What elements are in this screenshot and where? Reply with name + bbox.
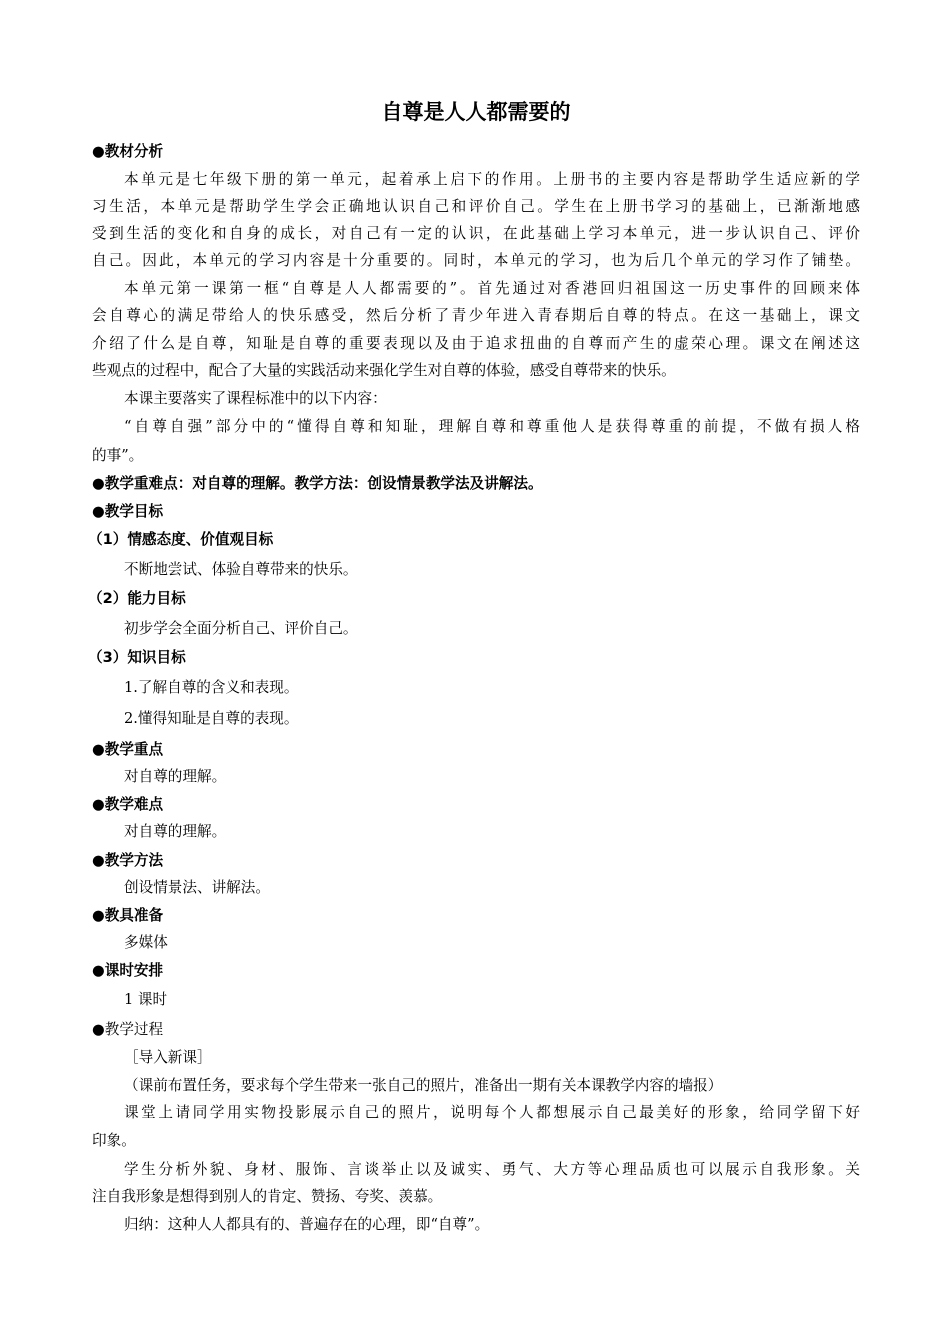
paragraph-line: 本单元第一课第一框“自尊是人人都需要的”。首先通过对香港回归祖国这一历史事件的回顾来体	[124, 280, 860, 297]
teaching-method-text: 创设情景法、讲解法。	[124, 879, 270, 896]
key-difficult-points-line	[92, 474, 543, 494]
goal-text-emotion: 不断地尝试、体验自尊带来的快乐。	[124, 561, 358, 578]
intro-note: （课前布置任务，要求每个学生带来一张自己的照片，准备出一期有关本课教学内容的墙报）	[124, 1077, 723, 1094]
section-heading-teaching-process: ●教学过程	[92, 1021, 164, 1038]
section-heading-schedule: ●课时安排	[92, 962, 164, 979]
section-heading-teaching-method: ●教学方法	[92, 852, 164, 869]
difficult-points-text: 对自尊的理解。	[124, 823, 227, 840]
schedule-text: 1 课时	[124, 991, 168, 1008]
paragraph-line: 印象。	[92, 1132, 136, 1149]
page-title: 自尊是人人都需要的	[381, 100, 571, 124]
paragraph-line: 会自尊心的满足带给人的快乐感受，然后分析了青少年进入青春期后自尊的特点。在这一基础上，课文	[92, 307, 860, 324]
paragraph-line: 学生分析外貌、身材、服饰、言谈举止以及诚实、勇气、大方等心理品质也可以展示自我形象。关	[124, 1161, 860, 1178]
section-heading-difficult-points: ●教学难点	[92, 796, 164, 813]
goal-text-ability: 初步学会全面分析自己、评价自己。	[124, 620, 358, 637]
goal-heading-ability: （2）能力目标	[88, 590, 186, 607]
goal-heading-emotion: （1）情感态度、价值观目标	[88, 531, 274, 548]
paragraph-line: 些观点的过程中，配合了大量的实践活动来强化学生对自尊的体验，感受自尊带来的快乐。	[92, 362, 676, 379]
paragraph-line: 自己。因此，本单元的学习内容是十分重要的。同时，本单元的学习，也为后几个单元的学习作了铺垫。	[92, 252, 860, 269]
teaching-aids-text: 多媒体	[124, 934, 168, 951]
intro-label: ［导入新课］	[124, 1049, 212, 1066]
section-heading-teaching-goals: ●教学目标	[92, 503, 164, 520]
paragraph-line: 本单元是七年级下册的第一单元，起着承上启下的作用。上册书的主要内容是帮助学生适应新的学	[124, 171, 860, 188]
goal-item: 1.了解自尊的含义和表现。	[124, 679, 299, 696]
paragraph-line: 的事”。	[92, 447, 144, 464]
goal-item: 2.懂得知耻是自尊的表现。	[124, 710, 299, 727]
key-points-text: 对自尊的理解。	[124, 768, 227, 785]
paragraph-line: “自尊自强”部分中的“懂得自尊和知耻，理解自尊和尊重他人是获得尊重的前提，不做有损人格	[124, 418, 860, 435]
section-heading-material-analysis: ●教材分析	[92, 143, 164, 160]
paragraph-line: 习生活，本单元是帮助学生学会正确地认识自己和评价自己。学生在上册书学习的基础上，已渐渐地感	[92, 198, 860, 215]
paragraph-line: 本课主要落实了课程标准中的以下内容：	[124, 390, 387, 407]
goal-heading-knowledge: （3）知识目标	[88, 649, 186, 666]
paragraph-line: 受到生活的变化和自身的成长，对自己有一定的认识，在此基础上学习本单元，进一步认识自己、评价	[92, 225, 860, 242]
section-heading-key-points: ●教学重点	[92, 741, 164, 758]
paragraph-line: 归纳：这种人人都具有的、普遍存在的心理，即“自尊”。	[124, 1216, 490, 1233]
paragraph-line: 介绍了什么是自尊，知耻是自尊的重要表现以及由于追求扭曲的自尊而产生的虚荣心理。课文在阐述这	[92, 335, 860, 352]
section-heading-key-difficult: ●教学重难点：	[92, 475, 193, 492]
key-difficult-text: 对自尊的理解。教学方法：创设情景教学法及讲解法。	[192, 475, 543, 492]
section-heading-teaching-aids: ●教具准备	[92, 907, 164, 924]
paragraph-line: 课堂上请同学用实物投影展示自己的照片，说明每个人都想展示自己最美好的形象，给同学留下好	[124, 1104, 860, 1121]
paragraph-line: 注自我形象是想得到别人的肯定、赞扬、夸奖、羡慕。	[92, 1188, 443, 1205]
